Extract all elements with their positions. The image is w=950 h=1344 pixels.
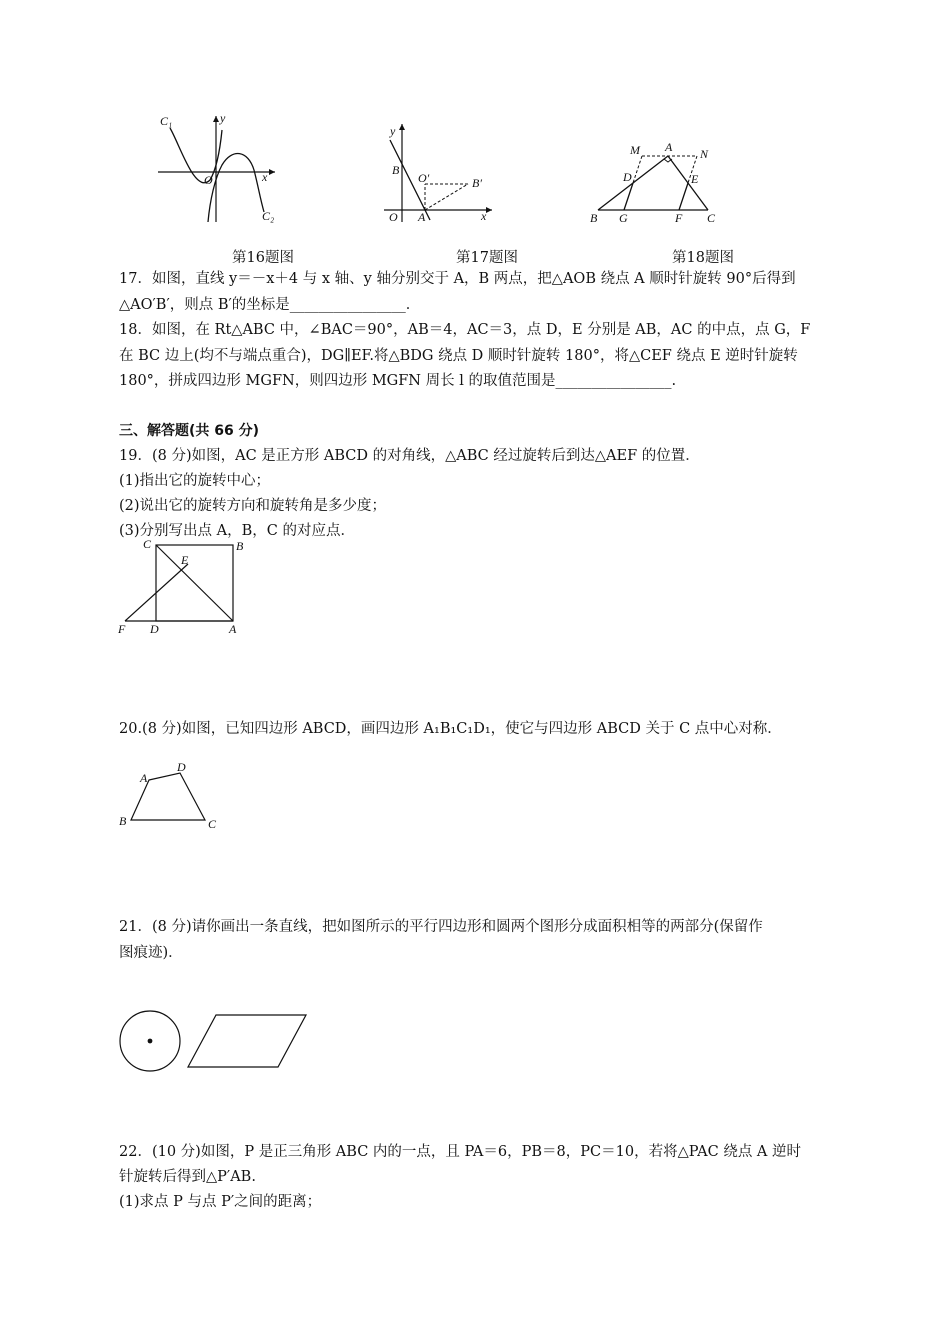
label-x: x — [262, 170, 268, 184]
label-a: A — [418, 210, 426, 224]
label-c1: C₁ — [160, 114, 173, 128]
label-c: C — [208, 817, 217, 831]
label-b: B — [119, 814, 127, 828]
curve-c1 — [170, 128, 222, 183]
figure-19 — [112, 534, 252, 638]
q22-line2: 针旋转后得到△P′AB. — [119, 1169, 256, 1185]
label-b-prime: B′ — [472, 176, 482, 190]
label-c: C — [143, 537, 152, 551]
label-g: G — [619, 211, 628, 225]
q19-line1: 19．(8 分)如图，AC 是正方形 ABCD 的对角线，△ABC 经过旋转后到达△AEF 的位置． — [119, 448, 700, 464]
label-a: A — [140, 771, 148, 785]
label-f: F — [675, 211, 683, 225]
label-c2: C₂ — [262, 209, 275, 223]
figure-16 — [150, 110, 290, 230]
label-d: D — [177, 760, 186, 774]
caption-fig18: 第18题图 — [672, 250, 734, 266]
q21-line1: 21．(8 分)请你画出一条直线，把如图所示的平行四边形和圆两个图形分成面积相等的两部分(保留作 — [119, 919, 763, 935]
q18-line2: 在 BC 边上(均不与端点重合)，DG∥EF.将△BDG 绕点 D 顺时针旋转 180°，将△CEF 绕点 E 逆时针旋转 — [119, 348, 798, 364]
figure-20 — [112, 756, 222, 834]
segment-ef — [679, 183, 688, 210]
label-d: D — [150, 622, 159, 636]
q22-sub1: (1)求点 P 与点 P′之间的距离； — [119, 1194, 322, 1210]
y-axis-arrow — [399, 124, 405, 130]
label-n: N — [700, 147, 709, 161]
q19-sub1: (1)指出它的旋转中心； — [119, 473, 271, 489]
q21-line2: 图痕迹)． — [119, 945, 183, 961]
label-o-prime: O′ — [418, 171, 430, 185]
label-e: E — [181, 553, 189, 567]
label-m: M — [630, 143, 640, 157]
label-b: B — [590, 211, 598, 225]
label-f: F — [118, 622, 126, 636]
q19-sub2: (2)说出它的旋转方向和旋转角是多少度； — [119, 498, 387, 514]
parallelogram — [188, 1015, 306, 1067]
label-y: y — [220, 111, 226, 125]
figure-18 — [585, 138, 725, 228]
y-axis-arrow — [213, 116, 219, 122]
label-e: E — [691, 172, 699, 186]
x-axis-arrow — [486, 207, 492, 213]
label-a: A — [665, 140, 673, 154]
q17-line1: 17．如图，直线 y＝－x＋4 与 x 轴、y 轴分别交于 A，B 两点，把△AOB 绕点 A 顺时针旋转 90°后得到 — [119, 271, 796, 287]
x-axis-arrow — [269, 169, 275, 175]
label-b: B — [392, 163, 400, 177]
q18-line3: 180°，拼成四边形 MGFN，则四边形 MGFN 周长 l 的取值范围是________________. — [119, 373, 677, 389]
label-o: O — [204, 173, 213, 187]
label-x: x — [481, 209, 487, 223]
label-a: A — [229, 622, 237, 636]
label-c: C — [707, 211, 716, 225]
figure-21 — [112, 1006, 317, 1076]
caption-fig16: 第16题图 — [232, 250, 294, 266]
circle-center-dot — [148, 1039, 153, 1044]
figure-17 — [380, 118, 500, 226]
segment-ab-prime — [425, 184, 468, 210]
label-o: O — [389, 210, 398, 224]
label-d: D — [623, 170, 632, 184]
q20-line1: 20.(8 分)如图，已知四边形 ABCD，画四边形 A₁B₁C₁D₁，使它与四边形 ABCD 关于 C 点中心对称． — [119, 721, 782, 737]
q22-line1: 22．(10 分)如图，P 是正三角形 ABC 内的一点，且 PA＝6，PB＝8，PC＝10，若将△PAC 绕点 A 逆时 — [119, 1144, 802, 1160]
q18-line1: 18．如图，在 Rt△ABC 中，∠BAC＝90°，AB＝4，AC＝3，点 D，E 分别是 AB，AC 的中点，点 G，F — [119, 322, 811, 338]
q17-line2: △AO′B′，则点 B′的坐标是________________． — [119, 297, 421, 313]
label-y: y — [390, 124, 396, 138]
label-b: B — [236, 539, 244, 553]
section-title: 三、解答题(共 66 分) — [119, 423, 260, 439]
caption-fig17: 第17题图 — [456, 250, 518, 266]
q19-sub3: (3)分别写出点 A，B，C 的对应点． — [119, 523, 355, 539]
